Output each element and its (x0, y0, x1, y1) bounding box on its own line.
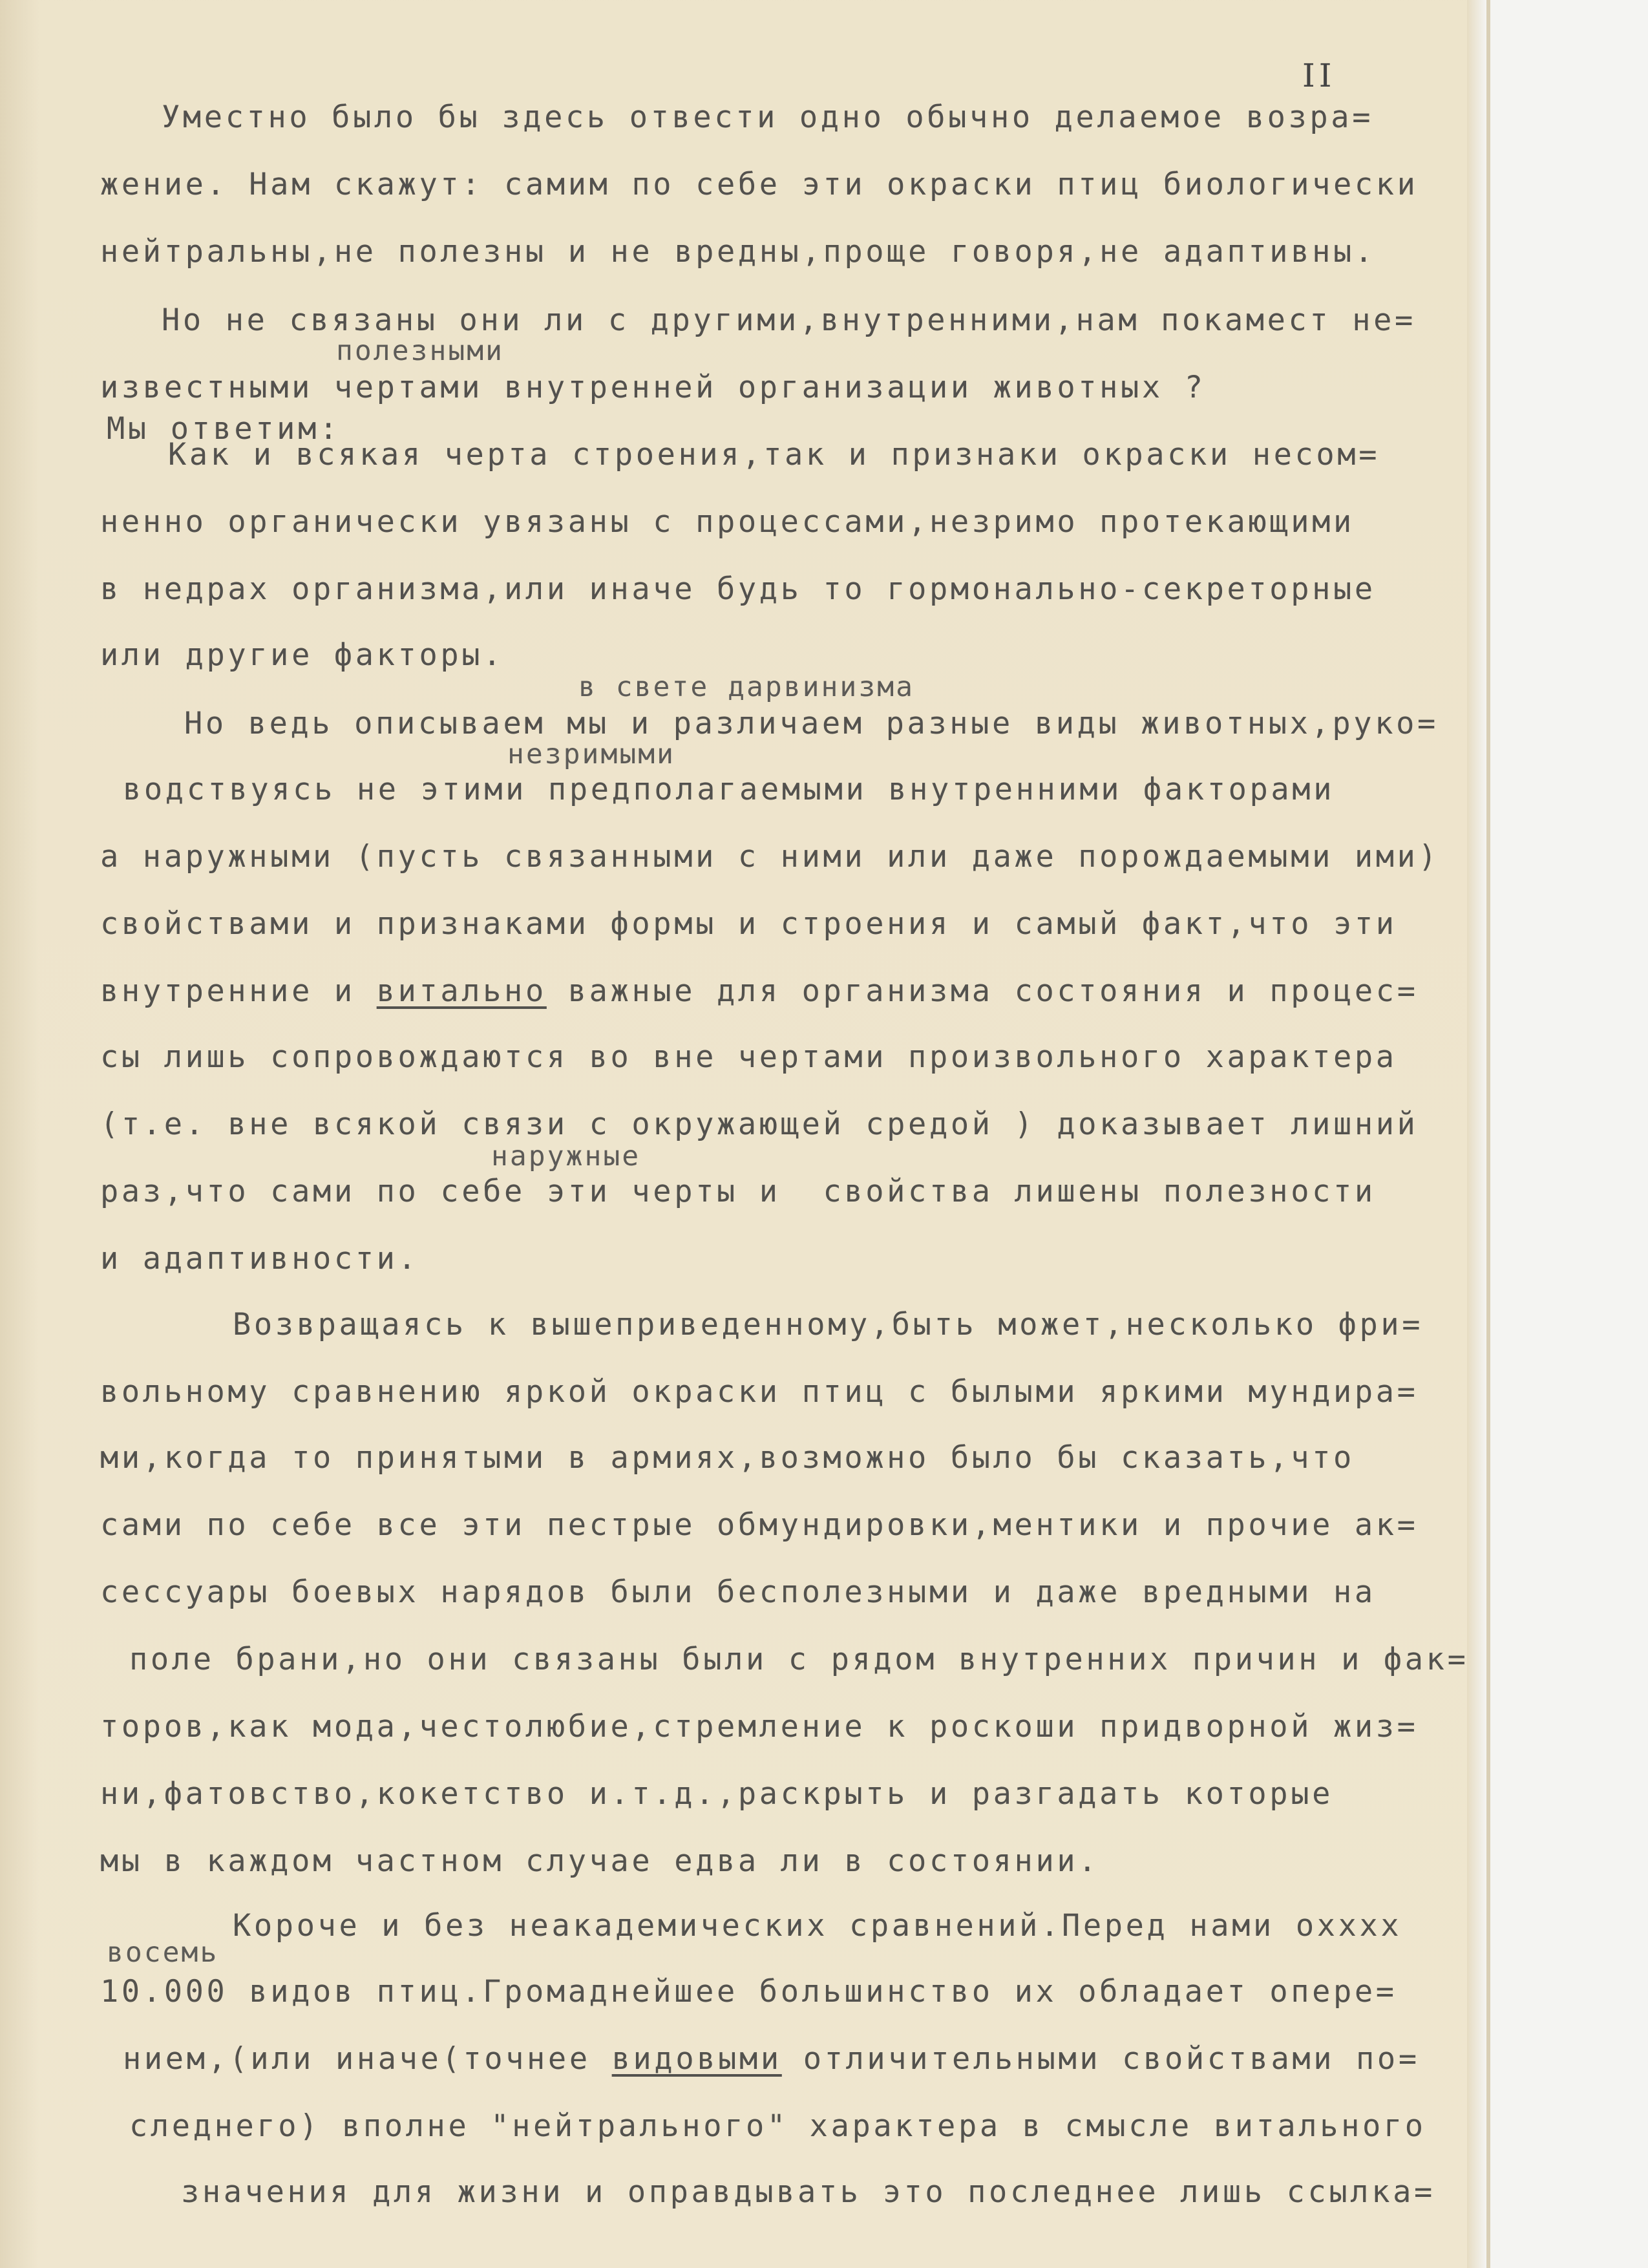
handwritten-insertion-polnymi: полезными (336, 335, 504, 367)
text-segment: (точнее (441, 2041, 591, 2077)
text-line-28: мы в каждом частном случае едва ли в состоянии. (100, 1843, 1100, 1879)
text-line-17: (т.е. вне всякой связи с окружающей средой ) доказывает лишний (100, 1107, 1419, 1142)
handwritten-insertion-naruzhnye: наружные (491, 1140, 641, 1172)
text-line-21: вольному сравнению яркой окраски птиц с былыми яркими мундира= (100, 1374, 1419, 1410)
text-line-8: ненно органически увязаны с процессами,незримо протекающими (100, 504, 1355, 540)
text-segment: видов птиц.Громаднейшее большинство их обладает опере= (249, 1974, 1397, 2009)
underlined-word: витально (376, 973, 547, 1009)
text-segment: важные для организма состояния и процес= (567, 973, 1419, 1009)
page-edge (1467, 0, 1486, 2268)
struck-word: xxxx (1316, 1908, 1402, 1944)
struck-word: (или иначе (229, 2041, 442, 2077)
text-line-19: и адаптивности. (100, 1241, 419, 1277)
text-line-1: Уместно было бы здесь отвести одно обычно делаемое возра= (162, 100, 1374, 135)
page-number: II (1302, 57, 1336, 94)
handwritten-insertion-nezrimymi: незримыми (507, 738, 675, 770)
struck-number: 10.000 (100, 1974, 228, 2009)
text-line-15 (100, 973, 1419, 1009)
struck-word: или иначе (504, 571, 696, 607)
text-line-31 (123, 2041, 1420, 2077)
text-line-12: водствуясь не этими предполагаемыми внутренними факторами (123, 772, 1335, 807)
text-line-23: сами по себе все эти пестрые обмундировки,ментики и прочие ак= (100, 1507, 1419, 1543)
text-segment: отличительными свойствами по= (803, 2041, 1420, 2077)
text-line-27: ни,фатовство,кокетство и.т.д.,раскрыть и разгадать которые (100, 1776, 1333, 1812)
text-line-25: поле брани,но они связаны были с рядом внутренних причин и фак= (129, 1642, 1469, 1677)
text-line-9 (100, 571, 1376, 607)
text-line-18: раз,что сами по себе эти черты и свойства лишены полезности (100, 1174, 1376, 1209)
text-line-22: ми,когда то принятыми в армиях,возможно было бы сказать,что (100, 1440, 1355, 1476)
text-line-16: сы лишь сопровождаются во вне чертами произвольного характера (100, 1039, 1397, 1075)
text-line-26: торов,как мода,честолюбие,стремление к роскоши придворной жиз= (100, 1709, 1419, 1744)
handwritten-insertion-darwin: в свете дарвинизма (578, 671, 914, 703)
text-line-6: Мы ответим: (107, 411, 341, 447)
struck-word: проще (823, 234, 929, 270)
handwritten-insertion-vosem: восемь (107, 1936, 219, 1969)
text-line-13: а наружными (пусть связанными с ними или даже порождаемыми ими) (100, 839, 1440, 874)
text-line-7: Как и всякая черта строения,так и признаки окраски несом= (168, 437, 1380, 472)
text-line-24: сессуары боевых нарядов были бесполезными и даже вредными на (100, 1574, 1376, 1610)
text-line-32: следнего) вполне "нейтрального" характера в смысле витального (129, 2108, 1426, 2144)
text-line-10: или другие факторы. (100, 637, 505, 673)
text-line-3 (100, 234, 1376, 270)
text-segment: нейтральны,не полезны и не вредны, (100, 234, 823, 270)
text-segment: нием, (123, 2041, 229, 2077)
text-line-20: Возвращаясь к вышеприведенному,быть может,несколько фри= (233, 1307, 1424, 1342)
text-line-11: Но ведь описываем мы и различаем разные виды животных,руко= (184, 706, 1439, 741)
text-line-29 (233, 1908, 1402, 1944)
text-segment: Короче и без неакадемических сравнений.Перед нами о (233, 1908, 1317, 1944)
text-segment: в недрах организма, (100, 571, 505, 607)
text-line-4: Но не связаны они ли с другими,внутренними,нам покамест не= (162, 302, 1416, 338)
text-line-2: жение. Нам скажут: самим по себе эти окраски птиц биологически (100, 167, 1419, 202)
underlined-word: видовыми (611, 2041, 782, 2077)
text-line-5: известными чертами внутренней организации животных ? (100, 370, 1206, 405)
text-segment: будь то гормонально-секреторные (695, 571, 1376, 607)
text-line-14: свойствами и признаками формы и строения и самый факт,что эти (100, 906, 1397, 942)
text-line-33: значения для жизни и оправдывать это последнее лишь ссылка= (181, 2174, 1435, 2210)
text-segment: говоря,не адаптивны. (929, 234, 1376, 270)
text-segment: внутренние и (100, 973, 355, 1009)
text-line-30 (100, 1974, 1397, 2009)
